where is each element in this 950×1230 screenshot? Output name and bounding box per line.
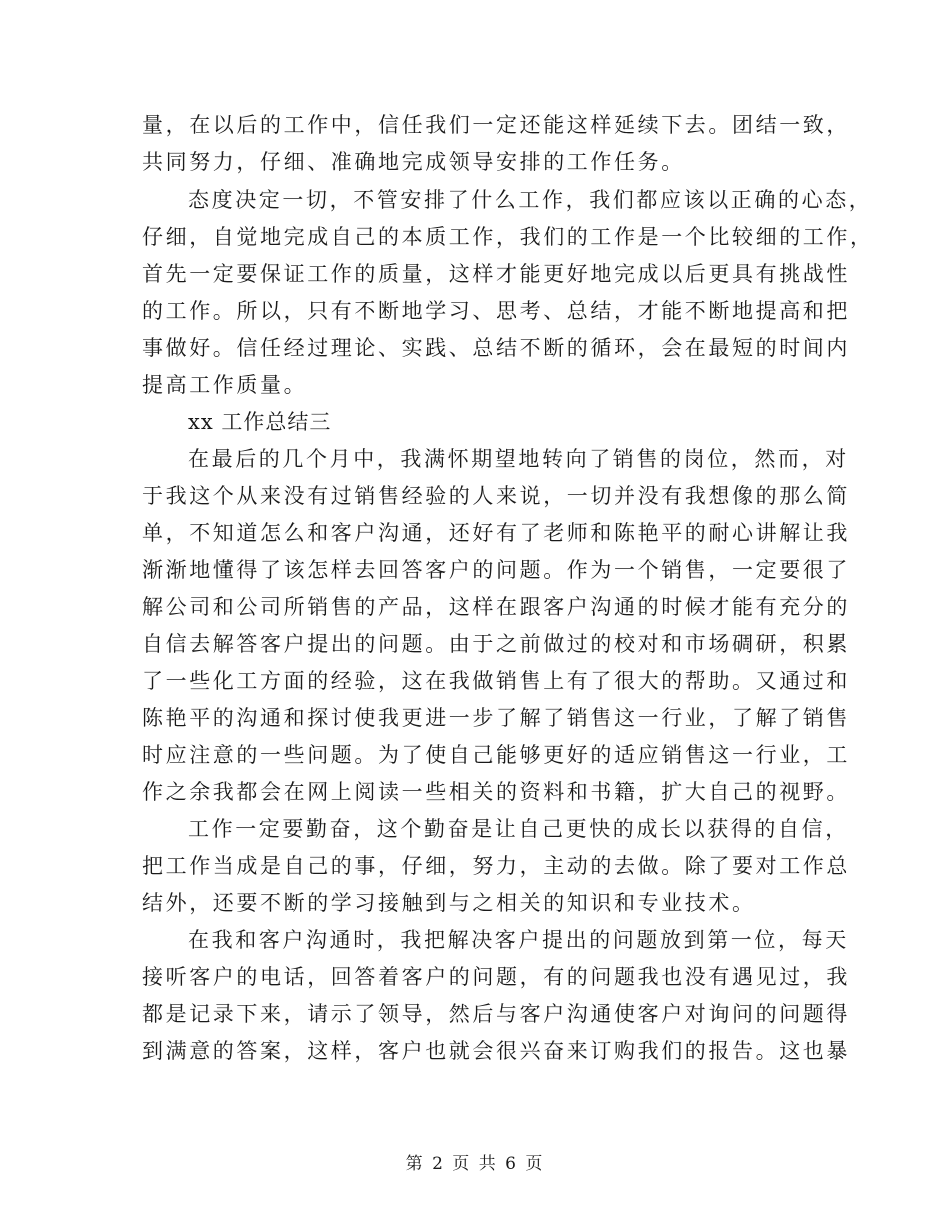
- text-line: 的工作。所以，只有不断地学习、思考、总结，才能不断地提高和把: [142, 299, 850, 323]
- text-line: 事做好。信任经过理论、实践、总结不断的循环，会在最短的时间内: [142, 336, 850, 360]
- text-line: 态度决定一切，不管安排了什么工作，我们都应该以正确的心态，: [188, 188, 873, 212]
- text-line: 提高工作质量。: [142, 373, 308, 397]
- text-line: 解公司和公司所销售的产品，这样在跟客户沟通的时候才能有充分的: [142, 595, 850, 619]
- text-line: 量，在以后的工作中，信任我们一定还能这样延续下去。团结一致，: [142, 113, 850, 137]
- text-line: 都是记录下来，请示了领导，然后与客户沟通使客户对询问的问题得: [142, 1002, 850, 1026]
- text-line: 于我这个从来没有过销售经验的人来说，一切并没有我想像的那么简: [142, 484, 850, 508]
- text-line: 把工作当成是自己的事，仔细，努力，主动的去做。除了要对工作总: [142, 854, 850, 878]
- text-line: 在最后的几个月中，我满怀期望地转向了销售的岗位，然而，对: [188, 447, 849, 471]
- text-line: 了一些化工方面的经验，这在我做销售上有了很大的帮助。又通过和: [142, 669, 850, 693]
- text-line: 陈艳平的沟通和探讨使我更进一步了解了销售这一行业，了解了销售: [142, 706, 850, 730]
- text-line: 接听客户的电话，回答着客户的问题，有的问题我也没有遇见过，我: [142, 965, 850, 989]
- text-line: 到满意的答案，这样，客户也就会很兴奋来订购我们的报告。这也暴: [142, 1039, 850, 1063]
- text-line: 首先一定要保证工作的质量，这样才能更好地完成以后更具有挑战性: [142, 262, 850, 286]
- text-line: 在我和客户沟通时，我把解决客户提出的问题放到第一位，每天: [188, 928, 849, 952]
- page-number-footer: 第 2 页 共 6 页: [405, 1154, 545, 1174]
- text-line: 作之余我都会在网上阅读一些相关的资料和书籍，扩大自己的视野。: [142, 780, 850, 804]
- text-line: 共同努力，仔细、准确地完成领导安排的工作任务。: [142, 150, 685, 174]
- text-line: 单，不知道怎么和客户沟通，还好有了老师和陈艳平的耐心讲解让我: [142, 521, 850, 545]
- text-line: 自信去解答客户提出的问题。由于之前做过的校对和市场碉研，积累: [142, 632, 850, 656]
- text-line: 结外，还要不断的学习接触到与之相关的知识和专业技术。: [142, 891, 756, 915]
- text-line: 时应注意的一些问题。为了使自己能够更好的适应销售这一行业，工: [142, 743, 850, 767]
- text-line: 工作一定要勤奋，这个勤奋是让自己更快的成长以获得的自信，: [188, 817, 849, 841]
- text-line: 渐渐地懂得了该怎样去回答客户的问题。作为一个销售，一定要很了: [142, 558, 850, 582]
- section-heading: xx 工作总结三: [188, 410, 332, 434]
- text-line: 仔细，自觉地完成自己的本质工作，我们的工作是一个比较细的工作，: [142, 225, 874, 249]
